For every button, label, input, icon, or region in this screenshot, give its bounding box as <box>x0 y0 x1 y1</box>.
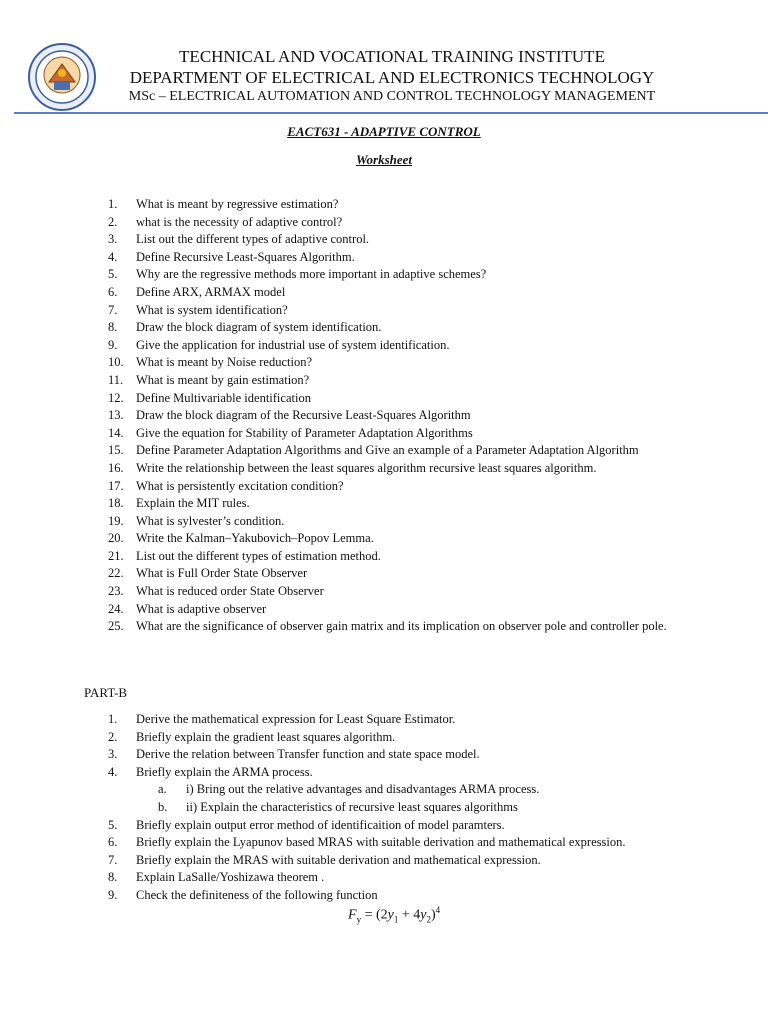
sub-list-item: a. i) Bring out the relative advantages and disadvantages ARMA process. <box>158 782 540 797</box>
item-number: 17. <box>108 478 124 493</box>
list-item <box>108 284 668 302</box>
question-text: Define Multivariable identification <box>136 390 311 405</box>
list-item <box>108 618 668 636</box>
list-item: 8. Explain LaSalle/Yoshizawa theorem . <box>108 870 325 885</box>
question-text: Draw the block diagram of system identification. <box>136 320 382 335</box>
item-number: 7. <box>108 302 118 317</box>
question-text: What is meant by regressive estimation? <box>136 197 339 211</box>
program-name: MSc – ELECTRICAL AUTOMATION AND CONTROL TECHNOLOGY MANAGEMENT <box>128 89 656 104</box>
item-number: 18. <box>108 496 124 511</box>
part-b-heading: PART-B <box>84 685 128 700</box>
list-item <box>108 354 668 372</box>
item-number: 21. <box>108 548 124 563</box>
part-a-questions <box>108 196 668 636</box>
question-text: Write the relationship between the least squares algorithm recursive least squares algorithm. <box>136 460 597 475</box>
sub-list <box>136 781 698 816</box>
question-text: Define ARX, ARMAX model <box>136 284 286 299</box>
list-item <box>108 214 668 232</box>
item-number: 6. <box>108 284 118 299</box>
part-b-questions <box>108 711 698 905</box>
list-item: 6. Briefly explain the Lyapunov based MRAS with suitable derivation and mathematical expression. <box>108 835 626 850</box>
item-number: 4. <box>108 249 118 264</box>
sub-list-item: b. ii) Explain the characteristics of recursive least squares algorithms <box>158 799 518 814</box>
question-text: Why are the regressive methods more important in adaptive schemes? <box>136 267 487 282</box>
institute-name: TECHNICAL AND VOCATIONAL TRAINING INSTITUTE <box>179 47 605 66</box>
list-item <box>108 513 668 531</box>
item-number: 13. <box>108 408 124 423</box>
list-item <box>108 478 668 496</box>
item-number: 5. <box>108 267 118 282</box>
item-number: 22. <box>108 566 124 581</box>
item-number: 9. <box>108 337 118 352</box>
item-number: 14. <box>108 425 124 440</box>
list-item <box>108 407 668 425</box>
item-number: 24. <box>108 601 124 616</box>
list-item <box>108 583 668 601</box>
list-item <box>108 196 668 214</box>
question-text: What is reduced order State Observer <box>136 584 324 599</box>
question-text: What is persistently excitation condition? <box>136 478 344 493</box>
institute-seal-icon <box>27 42 97 112</box>
list-item: 1. Derive the mathematical expression for Least Square Estimator. <box>108 712 456 726</box>
item-number: 19. <box>108 513 124 528</box>
item-number: 15. <box>108 443 124 458</box>
list-item <box>108 495 668 513</box>
list-item <box>108 266 668 284</box>
list-item <box>108 460 668 478</box>
question-text: Define Parameter Adaptation Algorithms and Give an example of a Parameter Adaptation Algorithm <box>136 443 639 458</box>
question-text: Explain the MIT rules. <box>136 496 250 511</box>
list-item <box>108 442 668 460</box>
item-number: 11. <box>108 372 124 387</box>
list-item <box>108 337 668 355</box>
list-item: 3. Derive the relation between Transfer function and state space model. <box>108 747 480 762</box>
question-text: What is sylvester’s condition. <box>136 513 285 528</box>
question-text: What are the significance of observer gain matrix and its implication on observer pole and controller pole. <box>136 619 667 634</box>
item-number: 20. <box>108 531 124 546</box>
item-number: 25. <box>108 619 124 634</box>
list-item <box>108 249 668 267</box>
list-item: 9. Check the definiteness of the following function <box>108 887 378 902</box>
question-text: List out the different types of adaptive control. <box>136 232 370 247</box>
item-number: 8. <box>108 320 118 335</box>
list-item <box>108 565 668 583</box>
question-text: What is adaptive observer <box>136 601 267 616</box>
item-number: 12. <box>108 390 124 405</box>
question-text: what is the necessity of adaptive control? <box>136 214 343 229</box>
list-item <box>108 425 668 443</box>
list-item: 7. Briefly explain the MRAS with suitable derivation and mathematical expression. <box>108 852 541 867</box>
course-title: EACT631 - ADAPTIVE CONTROL <box>287 124 481 139</box>
list-item <box>108 372 668 390</box>
question-text: Define Recursive Least-Squares Algorithm. <box>136 249 355 264</box>
list-item <box>108 302 668 320</box>
header-rule <box>14 112 768 114</box>
document-header <box>0 0 768 114</box>
question-text: What is Full Order State Observer <box>136 566 308 581</box>
question-text: Give the application for industrial use of system identification. <box>136 337 450 352</box>
list-item <box>108 231 668 249</box>
item-number: 16. <box>108 460 124 475</box>
list-item <box>108 530 668 548</box>
question-text: What is meant by gain estimation? <box>136 372 310 387</box>
worksheet-label: Worksheet <box>355 152 413 167</box>
item-number: 1. <box>108 197 118 211</box>
list-item <box>108 390 668 408</box>
list-item: 4. Briefly explain the ARMA process. a. i) Bring out the relative advantages and disadvantages ARMA process. b. ii) Explain the characteristics of recursive least squares algorithms <box>108 764 698 817</box>
question-text: What is system identification? <box>136 302 288 317</box>
list-item <box>108 548 668 566</box>
question-text: Give the equation for Stability of Parameter Adaptation Algorithms <box>136 425 473 440</box>
item-number: 2. <box>108 214 118 229</box>
item-number: 3. <box>108 232 118 247</box>
definiteness-formula: $F_y = (2y_1 + 4y_2)^4$ <box>348 905 441 925</box>
question-text: What is meant by Noise reduction? <box>136 355 312 370</box>
list-item <box>108 319 668 337</box>
item-number: 10. <box>108 355 124 370</box>
item-number: 23. <box>108 584 124 599</box>
question-text: Draw the block diagram of the Recursive Least-Squares Algorithm <box>136 408 471 423</box>
list-item <box>108 601 668 619</box>
list-item: 2. Briefly explain the gradient least squares algorithm. <box>108 729 396 744</box>
list-item: 5. Briefly explain output error method of identificaition of model paramters. <box>108 817 505 832</box>
question-text: Write the Kalman–Yakubovich–Popov Lemma. <box>136 531 374 546</box>
question-text: List out the different types of estimation method. <box>136 548 381 563</box>
department-name: DEPARTMENT OF ELECTRICAL AND ELECTRONICS TECHNOLOGY <box>129 68 655 87</box>
